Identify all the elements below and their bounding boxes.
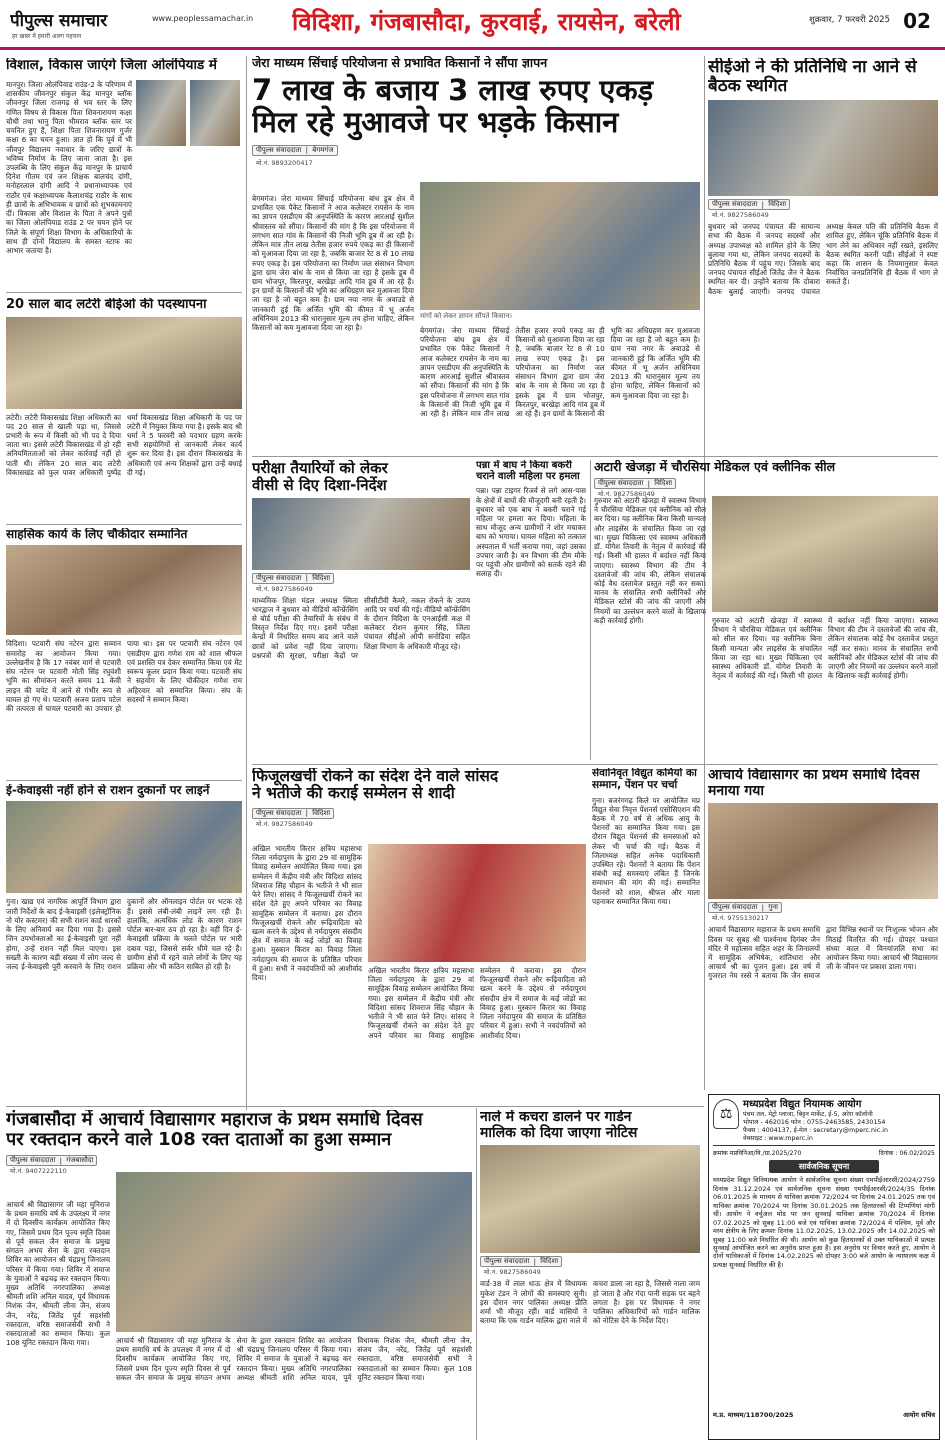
brand-logo[interactable] xyxy=(10,6,145,32)
reporter-tag: पीपुल्स संवाददाता | गंजबासौदा xyxy=(6,1155,97,1166)
reporter-mobile: मो.नं. 9893200417 xyxy=(256,158,313,167)
exam-headline-line-2: वीसी से दिए दिशा-निर्देश xyxy=(252,475,387,494)
public-notice-ad xyxy=(708,1094,940,1440)
divider xyxy=(6,1106,704,1107)
sansad-body-left xyxy=(252,844,362,1098)
reporter-mobile: मो.नं. 9407222110 xyxy=(10,1167,67,1176)
story-body: गुरुवार को अटारी खेजड़ा में स्वास्थ्य विभाग ने चौरसिया मेडिकल एवं क्लीनिक को सील कर दिया। यह क्लीनिक बिना किसी मान्यता और लाइसेंस के संचालित किया जा रहा था। मुख्य चिकित्सा एवं स्वास्थ्य अधिकारी डॉ. योगेश तिवारी के नेतृत्व में कार्रवाई की गई। किसी भी हालत में बर्दाश्त नहीं किया जाएगा। स्वास्थ्य विभाग की टीम ने दस्तावेजों की जांच की, लेकिन संचालक कोई वैध दस्तावेज प्रस्तुत नहीं कर सका। मानव के संचालित सभी क्लीनिकों और मेडिकल स्टोर्स की जांच की जाएगी और नियमों का उल्लंघन करने वालों के खिलाफ कड़ी कार्रवाई होगी। xyxy=(594,496,706,625)
nala-headline-line-2: मालिक को दिया जाएगा नोटिस xyxy=(480,1124,638,1141)
reporter-location: विदिशा xyxy=(654,479,673,487)
reporter-name: पीपुल्स संवाददाता xyxy=(256,808,302,817)
divider xyxy=(252,456,938,457)
byline xyxy=(708,902,938,913)
reporter-location: विदिशा xyxy=(540,1257,559,1266)
sansad-body-right xyxy=(368,966,586,1098)
reporter-tag: पीपुल्स संवाददाता | विदिशा xyxy=(252,808,334,819)
felicitation-photo xyxy=(6,545,242,635)
notice-ref-no: क्रमांक मप्रविनिआ/वि./ग्रा.2025/270 xyxy=(713,1150,802,1158)
story-headline: सेवानिवृत विद्युत कर्मियों का सम्मान, पेंशन पर चर्चा xyxy=(592,768,697,791)
reporter-location: गुना xyxy=(768,903,778,912)
main-story-body-left xyxy=(252,194,414,456)
reporter-location: विदिशा xyxy=(312,808,331,817)
byline xyxy=(708,199,938,210)
main-headline-line-2: मिल रहे मुआवजे पर भड़के किसान xyxy=(252,105,619,140)
reporter-name: पीपुल्स संवाददाता xyxy=(712,200,758,209)
notice-website: वेबसाइट : www.mperc.in xyxy=(743,1134,813,1142)
story-sansad xyxy=(252,768,586,1098)
story-vidyut xyxy=(592,768,700,1098)
reporter-tag: पीपुल्स संवाददाता | गुना xyxy=(708,902,782,913)
story-headline: विशाल, विकास जाएंगे जिला ओलंपियाड में xyxy=(6,58,217,73)
notice-address-3: फैक्स : 4004137, ई-मेल : secretary@mperc.nic.in xyxy=(743,1126,888,1134)
reporter-tag: पीपुल्स संवाददाता | बेगमगंज xyxy=(252,145,338,156)
main-headline-line-1: 7 लाख के बजाय 3 लाख रुपए एकड़ xyxy=(252,73,654,107)
byline xyxy=(594,478,938,489)
notice-footer-right: आयोग सचिव xyxy=(903,1411,935,1420)
student-photo-2 xyxy=(190,80,240,146)
story-headline: पन्ना में बाघ ने किया बकरी चराने वाली महिला पर हमला xyxy=(476,460,580,483)
column-divider xyxy=(590,460,591,760)
story-body: आचार्य विद्यासागर महाराज के प्रथम समाधि दिवस पर सुबह श्री पार्श्वनाथ दिगंबर जैन मंदिर में महोत्सव सहित शहर के जिनालयों में सामूहिक अभिषेक, शांतिधारा और आचार्य श्री का पूजन हुआ। इस वर्ष में गुजरात नेम रस्से ने बताया कि जैन समाज द्वारा विभिन्न स्थानों पर निःशुल्क भोजन और मिठाई वितरित की गई। दोपहर पश्चात संध्या काल में विनयांजलि सभा का आयोजन किया गया। आचार्य श्री विद्यासागर जी के जीवन पर प्रकाश डाला गया। xyxy=(708,925,938,981)
story-body: लटेरी। लटेरी विकासखंड शिक्षा अधिकारी का पद 20 साल से खाली पड़ा था, जिससे प्रभारी के रूप में किसी को भी पद दे दिया जाता था। इससे लटेरी विकासखंड में हो रही अनियमितताओं को लेकर कार्रवाई नहीं हो पाती थी। लेकिन 20 साल बाद लटेरी विकासखंड को फुल पावर अधिकारी पुष्पेंद्र धर्मा विकासखंड शिक्षा अधिकारी के पद पर लटेरी में नियुक्त किया गया है। इसके बाद श्री धर्मा ने 5 फरवरी को पदभार ग्रहण करके सभी सहयोगियों से जानकारी लेकर कार्य शुरू कर दिया है। इस दौरान विकासखंड के अधिकारी एवं अन्य शिक्षकों द्वारा उन्हें बधाई दी गई। xyxy=(6,412,242,477)
emblem-icon: ⚖ xyxy=(713,1099,739,1129)
reporter-mobile: मो.नं. 9827586049 xyxy=(256,819,313,828)
sansad-headline-line-1: फिजूलखर्ची रोकने का संदेश देने वाले सांसद xyxy=(252,768,499,785)
ganjbasoda-headline-line-1: गंजबासौदा में आचार्य विद्यासागर महाराज के प्रथम समाधि दिवस xyxy=(6,1110,423,1130)
story-kicker: जेरा माध्यम सिंचाई परियोजना से प्रभावित किसानों ने सौंपा ज्ञापन xyxy=(252,56,548,70)
reporter-location: बेगमगंज xyxy=(312,145,334,154)
reporter-tag: पीपुल्स संवाददाता | विदिशा xyxy=(594,478,676,489)
student-photo-1 xyxy=(136,80,186,146)
notice-org-name: मध्यप्रदेश विद्युत नियामक आयोग xyxy=(743,1099,862,1110)
page-number: 02 xyxy=(903,9,931,33)
beo-photo xyxy=(6,317,242,409)
story-panna xyxy=(476,460,586,762)
reporter-name: पीपुल्स संवाददाता xyxy=(256,145,302,154)
samadhi-day-photo xyxy=(708,803,938,899)
reporter-tag: पीपुल्स संवाददाता | विदिशा xyxy=(708,199,790,210)
khejda-body-left xyxy=(594,496,706,762)
exam-headline-line-1: परीक्षा तैयारियों को लेकर xyxy=(252,460,388,477)
notice-footer-left: म.प्र. माध्यम/118700/2025 xyxy=(713,1411,794,1420)
story-khejda xyxy=(594,460,938,762)
reporter-mobile: मो.नं. 9755130217 xyxy=(712,914,769,923)
story-headline: आचार्य विद्यासागर का प्रथम समाधि दिवस मनाया गया xyxy=(708,768,920,799)
reporter-mobile: मो.नं. 9827586049 xyxy=(484,1268,541,1277)
blood-donors-photo xyxy=(116,1172,472,1332)
column-divider xyxy=(246,56,247,1110)
story-body: आचार्य श्री विद्यासागर जी महा मुनिराज के प्रथम समाधि वर्ष के उपलक्ष्य में नगर में दो दिवसीय कार्यक्रम आयोजित किए गए, जिसमें प्रथम दिन पूज्य स्मृति दिवस से पूर्व सकल जैन समाज के प्रमुख संगठन अभय सेना के द्वारा रक्तदान शिविर का आयोजन श्री चंद्रप्रभु जिनालय परिसर में किया गया। शिविर में समाज के युवाओं ने बढ़चढ़ कर रक्तदान किया। मुख्य अतिथि नगरपालिका अध्यक्ष श्रीमती शशि अनिल यादव, पूर्व विधायक निशंक जैन, श्रीमती लीना जैन, संजय जैन, नरेंद्र, जितेंद्र पूर्व सहशंसी रक्तदाता, वरिष्ठ समाजसेवी सभी ने रक्तदाताओं का सम्मान किया। कुल 108 यूनिट रक्तदान किया गया। xyxy=(6,1200,110,1348)
reporter-tag: पीपुल्स संवाददाता | विदिशा xyxy=(480,1256,562,1267)
story-main xyxy=(252,56,700,456)
reporter-name: पीपुल्स संवाददाता xyxy=(10,1156,56,1165)
story-body: मानपुर। जिला ओलंपियाड राउंड-2 के परिणाम में शासकीय जीवनपुर संकुल केंद्र मानपुर ब्लॉक जीवनपुर जिला राजगढ़ से भव स्तर के लिए गणित विषय से विकास पिता शिवनारायण कक्षा चौथी तथा भानु पिता भीमराव ब्लॉक स्तर पर चयनित हुए हैं, शिक्षा पिता शिवनारायण गुर्जर कक्षा 6 का चयन हुआ। ज्ञात हो कि पूर्व में भी जीवपुर विद्यालय नवाचार के जरिए छात्रों के भविष्य निर्माण के लिए जाना जाता है। इस उपलब्धि के लिए संकुल केंद्र मानपुर के प्राचार्य दिनेश गौतम एवं जन शिक्षक बालचंद दांगी, मनोहरलाल दांगी आदि ने प्रधानाध्यापक एवं राठौर एवं कक्षाध्यापक कैलाशचंद्र राठौर के साथ ही छात्रों के अभिभावक व छात्रों को शुभकामनाएं दीं। विकास और विशाल के पिता ने अपने पुत्रों का जिला ओलंपियाड राउंड 2 पर चयन होने पर जिले के संपूर्ण शिक्षा विभाग के अधिकारियों के साथ ही दोनों विद्यालय के समस्त स्टाफ का आभार जताया है। xyxy=(6,80,132,255)
video-conference-photo xyxy=(252,498,470,570)
brand-tagline: हर खबर में हमारी अलग पहचान xyxy=(12,33,82,40)
reporter-name: पीपुल्स संवाददाता xyxy=(256,573,302,582)
ganjbasoda-body-left xyxy=(6,1200,110,1440)
story-body: पन्ना। पन्ना टाइगर रिजर्व से लगे आस-पास के क्षेत्रों में बाघों की मौजूदगी बनी रहती है। बुधवार को एक बाघ ने बकरी चराने गई महिला पर हमला कर दिया। महिला के साथ मौजूद अन्य ग्रामीणों ने शोर मचाकर बाघ को भगाया। घायल महिला को तत्काल अस्पताल में भर्ती कराया गया, जहां उसका उपचार जारी है। वन विभाग की टीम मौके पर पहुंची और ग्रामीणों को सतर्क रहने की सलाह दी। xyxy=(476,486,586,579)
byline xyxy=(252,145,700,156)
byline xyxy=(252,808,586,819)
reporter-location: विदिशा xyxy=(312,573,331,582)
reporter-location: गंजबासौदा xyxy=(66,1156,94,1165)
reporter-tag: पीपुल्स संवाददाता | विदिशा xyxy=(252,573,334,584)
byline xyxy=(6,1155,472,1166)
reporter-name: पीपुल्स संवाददाता xyxy=(712,903,758,912)
story-headline: साहसिक कार्य के लिए चौकीदार सम्मानित xyxy=(6,528,188,541)
notice-address-1: पंचम तल, मेट्रो प्लाजा, बिट्टन मार्केट, ई-5, अरेरा कॉलोनी xyxy=(743,1111,873,1118)
story-headline: 20 साल बाद लटेरी बीईओ की पदस्थापना xyxy=(6,298,207,312)
notice-section-title: सार्वजनिक सूचना xyxy=(769,1160,879,1173)
story-beo xyxy=(6,298,242,514)
story-chowkidar xyxy=(6,528,242,764)
story-nala xyxy=(480,1110,700,1440)
main-story-caption: मांगों को लेकर ज्ञापन सौंपते किसान। xyxy=(420,312,512,320)
reporter-name: पीपुल्स संवाददाता xyxy=(598,479,644,487)
story-olympiad xyxy=(6,58,242,270)
reporter-mobile: मो.नं. 9827586049 xyxy=(256,584,313,593)
meeting-photo xyxy=(708,100,938,196)
wedding-photo xyxy=(368,844,586,962)
story-body: वार्ड-38 में लाल धाऊ क्षेत्र में विधायक मुकेश टंडन ने लोगों की समस्याएं सुनी। इस दौरान नगर पालिका अध्यक्ष प्रीति शर्मा भी मौजूद रहीं। वार्ड वासियों ने बताया कि एक गार्डन मालिक द्वारा नाले में कचरा डाला जा रहा है, जिससे नाला जाम हो जाता है और गंदा पानी सड़क पर बहने लगता है। इस पर विधायक ने नगर पालिका अधिकारियों को गार्डन मालिक को नोटिस देने के निर्देश दिए। xyxy=(480,1279,700,1326)
story-body: विदिशा। पटवारी संघ नटेरन द्वारा सम्मान समारोह का आयोजन किया गया। उल्लेखनीय है कि 17 नवंबर मार्ग से पटवारी संघ नटेरन पर पटवारी मोती सिंह रघुवंशी भूमि का सीमांकन करते समय 11 केवी लाइन की चपेट में आने से गंभीर रूप से घायल हो गए थे। पटवारी अजय प्रताप पटेल की तत्परता से घायल पटवारी का उपचार हो पाया था। इस पर पटवारी संघ नटेरन एवं एसडीएम द्वारा गणेश राम को शाल श्रीफल एवं प्रशस्ति पत्र देकर सम्मानित किया एवं मेंट स्वरूप कूलर प्रदान किया गया। पटवारी संघ ने सहयोग के लिए चौकीदार गणेश राम अहिरवार को सम्मानित किया। संघ के सदस्यों ने सम्मान किया। xyxy=(6,639,242,713)
story-ceo xyxy=(708,58,938,454)
story-ganjbasoda xyxy=(6,1110,472,1440)
website-link[interactable]: www.peoplessamachar.in xyxy=(152,14,254,23)
ganjbasoda-headline-line-2: पर रक्तदान करने वाले 108 रक्त दाताओं का हुआ सम्मान xyxy=(6,1129,392,1151)
byline xyxy=(252,573,470,584)
divider xyxy=(252,764,938,765)
story-body: अखिल भारतीय किरार क्षत्रिय महासभा जिला नर्मदापुरम के द्वारा 29 वां सामूहिक विवाह सम्मेलन आयोजित किया गया। इस सम्मेलन में केंद्रीय मंत्री और विदिशा सांसद शिवराज सिंह चौहान के भतीजे ने भी सात फेरे लिए। सांसद ने फिजूलखर्ची रोकने का संदेश देते हुए अपने परिवार का विवाह सामूहिक सम्मेलन में कराया। इस दौरान फिजूलखर्ची रोकने और रूढ़िवादिता को खत्म करने के उद्देश्य से नर्मदापुरम संसदीय क्षेत्र में समाज के कई जोड़ों का विवाह हुआ। मुस्कान किरार का विवाह जिला नर्मदापुरम की समाज के प्रतिष्ठित परिवार में हुआ। सभी ने नवदंपतियों को आशीर्वाद दिया। xyxy=(252,844,362,983)
notice-address-2: भोपाल - 462016 फोन : 0755-2463585, 2430154 xyxy=(743,1118,886,1126)
story-body: गुना। बजरंगगढ़ किले पर आयोजित मप्र विद्युत सेवा निवृत्त पेंशनर्स एसोसिएशन की बैठक में 70 वर्ष से अधिक आयु के पेंशनरों का सम्मानित किया गया। इस दौरान विद्युत पेंशनर्स की समस्याओं को लेकर भी चर्चा की गई। बैठक में जिलाध्यक्ष सहित अनेक पदाधिकारी उपस्थित रहे। पेंशनरों ने बताया कि पेंशन संबंधी कई समस्याएं लंबित हैं जिनके समाधान की मांग की गई। सम्मानित पेंशनरों को शाल, श्रीफल और माला पहनाकर सम्मानित किया गया। xyxy=(592,795,700,906)
story-body: बुधवार को जनपद पंचायत की सामान्य सभा की बैठक में जनपद सदस्यों और अध्यक्ष उपाध्यक्ष को शामिल होने के लिए बुलाया गया था, लेकिन जनपद सदस्यों के प्रतिनिधि बैठक में पहुंच गए। जिसके बाद जनपद पंचायत सीईओ जितेंद्र जैन ने बैठक स्थगित कर दी। उन्होंने बताया कि दोबारा बैठक बुलाई जाएगी। जनपद पंचायत अध्यक्ष केवल पति की प्रतिनिधि बैठक में शामिल हुए, लेकिन चूंकि प्रतिनिधि बैठक में भाग लेने का अधिकार नहीं रखते, इसलिए बैठक स्थगित करनी पड़ी। सीईओ ने स्पष्ट कहा कि शासन के नियमानुसार केवल निर्वाचित जनप्रतिनिधि ही बैठक में भाग ले सकते हैं। xyxy=(708,222,938,296)
divider xyxy=(6,524,242,525)
story-body: आचार्य श्री विद्यासागर जी महा मुनिराज के प्रथम समाधि वर्ष के उपलक्ष्य में नगर में दो दिवसीय कार्यक्रम आयोजित किए गए, जिसमें प्रथम दिन पूज्य स्मृति दिवस से पूर्व सकल जैन समाज के प्रमुख संगठन अभय सेना के द्वारा रक्तदान शिविर का आयोजन श्री चंद्रप्रभु जिनालय परिसर में किया गया। शिविर में समाज के युवाओं ने बढ़चढ़ कर रक्तदान किया। मुख्य अतिथि नगरपालिका अध्यक्ष श्रीमती शशि अनिल यादव, पूर्व विधायक निशंक जैन, श्रीमती लीना जैन, संजय जैन, नरेंद्र, जितेंद्र पूर्व सहशंसी रक्तदाता, वरिष्ठ समाजसेवी सभी ने रक्तदाताओं का सम्मान किया। कुल 108 यूनिट रक्तदान किया गया। xyxy=(116,1336,472,1382)
story-body: बेगमगंज। जेरा माध्यम सिंचाई परियोजना बांध डूब क्षेत्र में प्रभावित एक पैकेट किसानों ने आज कलेक्टर रायसेन के नाम का ज्ञापन एसडीएम की अनुपस्थिति के कारण आरआई सुशील श्रीवास्तव को सौंपा। किसानों की मांग है कि इस परियोजना में लगभग सात गांव के किसानों की निजी भूमि डूब में आ रही है। लेकिन मात्र तीन लाख तेतीस हजार रुपये एकड़ का ही किसानों को मुआवजा दिया जा रहा है, जबकि बाजार रेट 8 से 10 लाख रुपए एकड़ है। इस परियोजना का निर्माण जल संसाधन विभाग द्वारा ग्राम जेरा बांध के नाम से किया जा रहा है इसके डूब में ग्राम भोजपुर, किरतपुर, बरखेड़ा आदि गांव डूब में आ रहे हैं। इन ग्रामों के किसानों की भूमि का अधिग्रहण कर मुआवजा दिया जा रहा है जो बहुत कम है। ग्राम नया नगर के अवाउडे से जानकारी हुई कि अर्जित भूमि की कीमत में भू अर्जन अधिनियम 2013 की धारानुसार मूल्य तय होना चाहिए, लेकिन किसानों को कम मुआवजा दिया जा रहा है। xyxy=(420,326,700,418)
nala-headline-line-1: नाले में कचरा डालने पर गार्डन xyxy=(480,1110,632,1125)
sansad-headline-line-2: ने भतीजे की कराई सम्मेलन से शादी xyxy=(252,784,455,803)
khejda-body-right xyxy=(712,616,938,762)
notice-body: मध्यप्रदेश विद्युत विनियामक आयोग ने सार्वजनिक सूचना संख्या एमपीईआरसी/2024/2759 दिनांक 31.12.2024 एवं सार्वजनिक सूचना संख्या एमपीईआरसी/2024/35 दिनांक 06.01.2025 के माध्यम से याचिका क्रमांक 72/2024 पर दिनांक 24.01.2025 तक एवं याचिका क्रमांक 70/2024 पर दिनांक 30.01.2025 तक हितधारकों की टिप्पणियां मांगी थीं। आयोग ने वर्चुअल मोड पर जन सुनवाई याचिका क्रमांक 70/2024 में दिनांक 07.02.2025 को सुबह 11:00 बजे एवं याचिका क्रमांक 72/2024 में पश्चिम, पूर्व और मध्य क्षेत्रीय के लिए क्रमशः दिनांक 11.02.2025, 13.02.2025 और 14.02.2025 को सुबह 11:00 बजे निर्धारित की थी। आयोग को कुछ हितधारकों से उक्त याचिकाओं में प्रत्यक्ष सुनवाई आयोजित करने का अनुरोध प्राप्त हुआ है। इस अनुरोध पर विचार करते हुए, आयोग ने दोनों याचिकाओं में दिनांक 14.02.2025 को दोपहर 3:00 बजे आयोग के न्यायालय कक्ष में प्रत्यक्ष सुनवाई निर्धारित की है। xyxy=(713,1176,935,1269)
story-ekyc xyxy=(6,784,242,1100)
story-headline: सीईओ ने की प्रतिनिधि ना आने से बैठक स्थगित xyxy=(708,58,917,97)
reporter-mobile: मो.नं. 9827586049 xyxy=(712,211,769,220)
divider xyxy=(6,292,242,293)
ration-queue-photo xyxy=(6,801,242,893)
drain-inspection-photo xyxy=(480,1145,700,1253)
sealed-clinic-photo xyxy=(712,496,938,612)
byline xyxy=(480,1256,700,1267)
divider xyxy=(6,780,242,781)
main-story-body-right xyxy=(420,326,700,454)
story-body: गुना। खाद्य एवं नागरिक आपूर्ति विभाग द्वारा जारी निर्देशों के बाद ई-केवाइसी (इलेक्ट्रॉनिक नो योर कस्टमर) की सभी राशन कार्ड धारकों के लिए अनिवार्य कर दिया गया है। इससे जिन उपभोक्ताओं का ई-केवाइसी पूरा नहीं होगा, उन्हें राशन नहीं मिल पाएगा। इस सख्ती के कारण बड़ी संख्या में लोग जल्द से जल्द ई-केवाइसी पूरी करवाने के लिए राशन दुकानों और ऑनलाइन पोर्टल पर भटक रहे हैं। इससे लंबी-लंबी लाइनें लग रही हैं। हालांकि, अत्यधिक लोड के कारण राशन पोर्टल बार-बार ठप हो रहा है। वहीं दिन ई-केवाइसी प्रक्रिया के चलते पोर्टल पर भारी दबाव पड़ा, जिससे सर्वर धीमे चल रहे हैं। ग्रामीण क्षेत्रों में रहने वाले लोगों के लिए यह प्रक्रिया और भी कठिन साबित हो रही है। xyxy=(6,897,242,971)
column-divider xyxy=(476,1108,477,1440)
story-body: अखिल भारतीय किरार क्षत्रिय महासभा जिला नर्मदापुरम के द्वारा 29 वां सामूहिक विवाह सम्मेलन आयोजित किया गया। इस सम्मेलन में केंद्रीय मंत्री और विदिशा सांसद शिवराज सिंह चौहान के भतीजे ने भी सात फेरे लिए। सांसद ने फिजूलखर्ची रोकने का संदेश देते हुए अपने परिवार का विवाह सामूहिक सम्मेलन में कराया। इस दौरान फिजूलखर्ची रोकने और रूढ़िवादिता को खत्म करने के उद्देश्य से नर्मदापुरम संसदीय क्षेत्र में समाज के कई जोड़ों का विवाह हुआ। मुस्कान किरार का विवाह जिला नर्मदापुरम की समाज के प्रतिष्ठित परिवार में हुआ। सभी ने नवदंपतियों को आशीर्वाद दिया। xyxy=(368,966,586,1040)
story-headline: ई-केवाइसी नहीं होने से राशन दुकानों पर लाइनें xyxy=(6,784,210,797)
brand-name: पीपुल्स समाचार xyxy=(10,10,108,31)
farmers-memorandum-photo xyxy=(420,182,700,310)
ganjbasoda-body-right xyxy=(116,1336,472,1440)
masthead xyxy=(0,0,945,50)
reporter-name: पीपुल्स संवाददाता xyxy=(484,1257,530,1266)
cities-banner: विदिशा, गंजबासौदा, कुरवाई, रायसेन, बरेली xyxy=(292,8,681,36)
edition-date: शुक्रवार, 7 फरवरी 2025 xyxy=(809,15,890,25)
notice-ref-date: दिनांक : 06.02/2025 xyxy=(878,1150,935,1158)
story-body: बेगमगंज। जेरा माध्यम सिंचाई परियोजना बांध डूब क्षेत्र में प्रभावित एक पैकेट किसानों ने आज कलेक्टर रायसेन के नाम का ज्ञापन एसडीएम की अनुपस्थिति के कारण आरआई सुशील श्रीवास्तव को सौंपा। किसानों की मांग है कि इस परियोजना में लगभग सात गांव के किसानों की निजी भूमि डूब में आ रही है। लेकिन मात्र तीन लाख तेतीस हजार रुपये एकड़ का ही किसानों को मुआवजा दिया जा रहा है, जबकि बाजार रेट 8 से 10 लाख रुपए एकड़ है। इस परियोजना का निर्माण जल संसाधन विभाग द्वारा ग्राम जेरा बांध के नाम से किया जा रहा है इसके डूब में ग्राम भोजपुर, किरतपुर, बरखेड़ा आदि गांव डूब में आ रहे हैं। इन ग्रामों के किसानों की भूमि का अधिग्रहण कर मुआवजा दिया जा रहा है जो बहुत कम है। ग्राम नया नगर के अवाउडे से जानकारी हुई कि अर्जित भूमि की कीमत में भू अर्जन अधिनियम 2013 की धारानुसार मूल्य तय होना चाहिए, लेकिन किसानों को कम मुआवजा दिया जा रहा है। xyxy=(252,194,414,333)
reporter-mobile: मो.नं. 9827586049 xyxy=(598,490,655,498)
story-body: माध्यमिक शिक्षा मंडल अध्यक्ष स्मिता भारद्वाज ने बुधवार को वीडियो कॉन्फ्रेंसिंग से बोर्ड परीक्षा की तैयारियों के संबंध में विस्तृत निर्देश दिए गए। इसमें परीक्षा केन्द्रों में निर्धारित समय बाद आने वाले छात्रों को प्रवेश नहीं दिया जाएगा। प्रश्नपत्रों की सुरक्षा, परीक्षा केंद्रों पर सीसीटीवी कैमरे, नकल रोकने के उपाय आदि पर चर्चा की गई। वीडियो कॉन्फ्रेंसिंग के दौरान विदिशा के एनआईसी कक्ष में कलेक्टर रोशन कुमार सिंह, जिला पंचायत सीईओ ओपी सनोडिया सहित शिक्षा विभाग के अधिकारी मौजूद रहे। xyxy=(252,595,470,660)
story-acharya xyxy=(708,768,938,1088)
reporter-location: विदिशा xyxy=(768,200,787,209)
story-body: गुरुवार को अटारी खेजड़ा में स्वास्थ्य विभाग ने चौरसिया मेडिकल एवं क्लीनिक को सील कर दिया। यह क्लीनिक बिना किसी मान्यता और लाइसेंस के संचालित किया जा रहा था। मुख्य चिकित्सा एवं स्वास्थ्य अधिकारी डॉ. योगेश तिवारी के नेतृत्व में कार्रवाई की गई। किसी भी हालत में बर्दाश्त नहीं किया जाएगा। स्वास्थ्य विभाग की टीम ने दस्तावेजों की जांच की, लेकिन संचालक कोई वैध दस्तावेज प्रस्तुत नहीं कर सका। मानव के संचालित सभी क्लीनिकों और मेडिकल स्टोर्स की जांच की जाएगी और नियमों का उल्लंघन करने वालों के खिलाफ कड़ी कार्रवाई होगी। xyxy=(712,616,938,681)
story-headline: अटारी खेजड़ा में चौरसिया मेडिकल एवं क्लीनिक सील xyxy=(594,460,836,474)
story-exam xyxy=(252,460,470,762)
